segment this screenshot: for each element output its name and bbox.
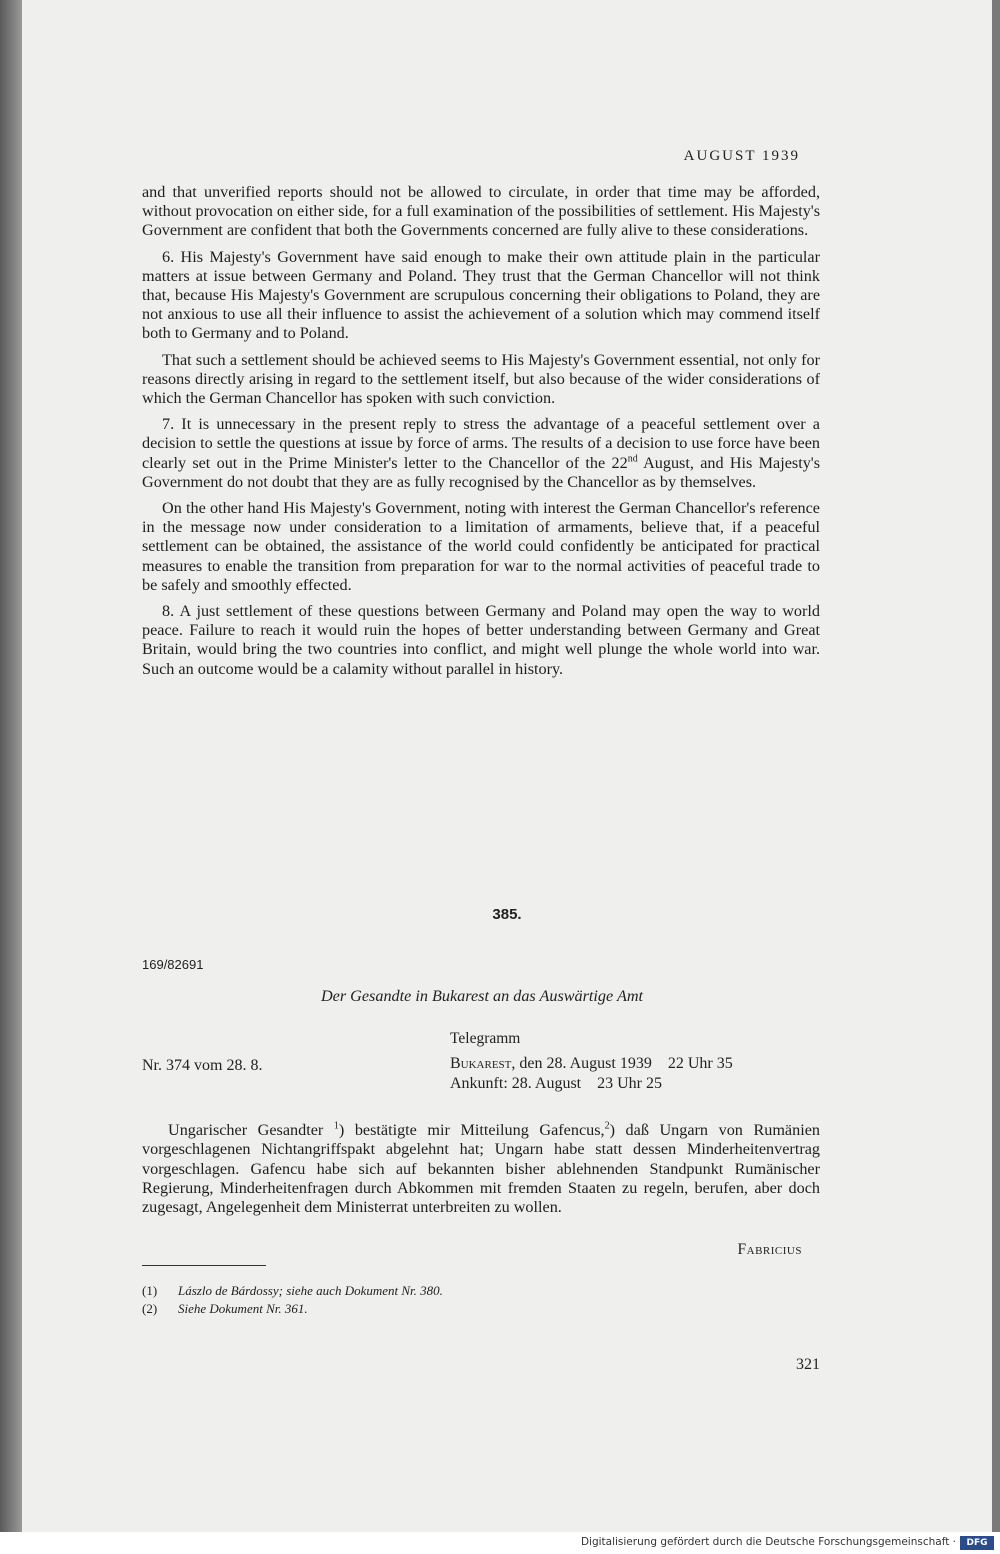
document-number: 385. xyxy=(492,906,522,923)
paragraph-text: 7. It is unnecessary in the present reply to stress the advantage of a peaceful settlement over a decision to settle the questions at issue by force of arms. The results of a decision to use force have been clearly set out in the Prime Minister's letter to the Chancellor of the 22 xyxy=(142,415,820,472)
page-edge-shadow xyxy=(0,0,22,1532)
footnote-text: Siehe Dokument Nr. 361. xyxy=(178,1301,308,1316)
footnote-mark: (1) xyxy=(142,1283,158,1298)
telegram-paragraph xyxy=(142,1121,820,1217)
letter-body xyxy=(142,183,820,686)
paragraph-7 xyxy=(142,415,820,492)
paragraph: and that unverified reports should not be allowed to circulate, in order that time may be afforded, without provocation on either side, for a full examination of the possibilities of settlement. His Majesty's Government are confident that both the Governments concerned are fully alive to these considerations. xyxy=(142,183,820,240)
document-title: Der Gesandte in Bukarest an das Auswärtige Amt xyxy=(320,987,644,1005)
footnote-text: Lászlo de Bárdossy; siehe auch Dokument Nr. 380. xyxy=(178,1283,443,1298)
text-run: ) daß Ungarn von Rumänien vorgeschlagenen Nichtangriffspakt abgelehnt hat; Ungarn habe statt dessen Minderheitenvertrag vorgeschlagen. Gafencu habe sich auf bekannten bisher ablehnenden Standpunkt Rumänischer Regierung, Minderheitenfragen durch Abkommen mit fremden Staaten zu regeln, berufen, aber doch zugesagt, Angelegenheit dem Ministerrat unterbreiten zu wollen. xyxy=(142,1121,820,1217)
footnotes xyxy=(142,1282,443,1318)
funding-credit: Digitalisierung gefördert durch die Deutsche Forschungsgemeinschaft · xyxy=(580,1536,956,1548)
footnote-divider xyxy=(142,1265,266,1266)
footnote-ref: 1 xyxy=(333,1120,339,1132)
paragraph: That such a settlement should be achieved seems to His Majesty's Government essential, not only for reasons directly arising in regard to the settlement itself, but also because of the wider considerations of which the German Chancellor has spoken with such conviction. xyxy=(142,350,820,408)
file-reference: 169/82691 xyxy=(142,957,204,972)
telegram-body xyxy=(142,1121,820,1217)
running-header: AUGUST 1939 xyxy=(683,148,800,164)
document-page xyxy=(22,0,992,1532)
place-name: Bukarest xyxy=(450,1055,512,1072)
ordinal-suffix: nd xyxy=(627,453,638,465)
document-type: Telegramm xyxy=(450,1030,521,1047)
footnote-ref: 2 xyxy=(604,1120,610,1132)
page-number: 321 xyxy=(796,1356,820,1373)
date-line: , den 28. August 1939 22 Uhr 35 xyxy=(511,1055,733,1072)
telegram-number: Nr. 374 vom 28. 8. xyxy=(142,1057,263,1074)
paragraph: 8. A just settlement of these questions between Germany and Poland may open the way to world peace. Failure to reach it would ruin the hopes of better understanding between Germany and Great Britain, would bring the two countries into conflict, and might well plunge the whole world into war. Such an outcome would be a calamity without parallel in history. xyxy=(142,602,820,678)
footnote xyxy=(142,1282,443,1300)
paragraph: On the other hand His Majesty's Government, noting with interest the German Chancellor's reference in the message now under consideration to a limitation of armaments, believe that, if a peaceful settlement can be obtained, the assistance of the world could confidently be anticipated for practical measures to enable the transition from preparation for war to the normal activities of peaceful trade to be safely and smoothly effected. xyxy=(142,499,820,594)
footnote xyxy=(142,1300,443,1318)
telegram-origin xyxy=(450,1055,733,1073)
footnote-mark: (2) xyxy=(142,1301,158,1316)
signature: Fabricius xyxy=(737,1241,802,1258)
text-run: Ungarischer Gesandter xyxy=(168,1121,334,1139)
paragraph: 6. His Majesty's Government have said enough to make their own attitude plain in the particular matters at issue between Germany and Poland. They trust that the German Chancellor will not think that, because His Majesty's Government are scrupulous concerning their obligations to Poland, they are not anxious to use all their influence to assist the achievement of a solution which may commend itself both to Germany and to Poland. xyxy=(142,247,820,343)
paragraph-text: August, and His Majesty's Government do not doubt that they are as fully recognised by the Chancellor as by themselves. xyxy=(142,453,821,491)
telegram-arrival: Ankunft: 28. August 23 Uhr 25 xyxy=(450,1075,662,1092)
credit-bar xyxy=(0,1532,1000,1554)
text-run: ) bestätigte mir Mitteilung Gafencus, xyxy=(338,1121,605,1139)
dfg-logo-icon: DFG xyxy=(960,1536,994,1550)
